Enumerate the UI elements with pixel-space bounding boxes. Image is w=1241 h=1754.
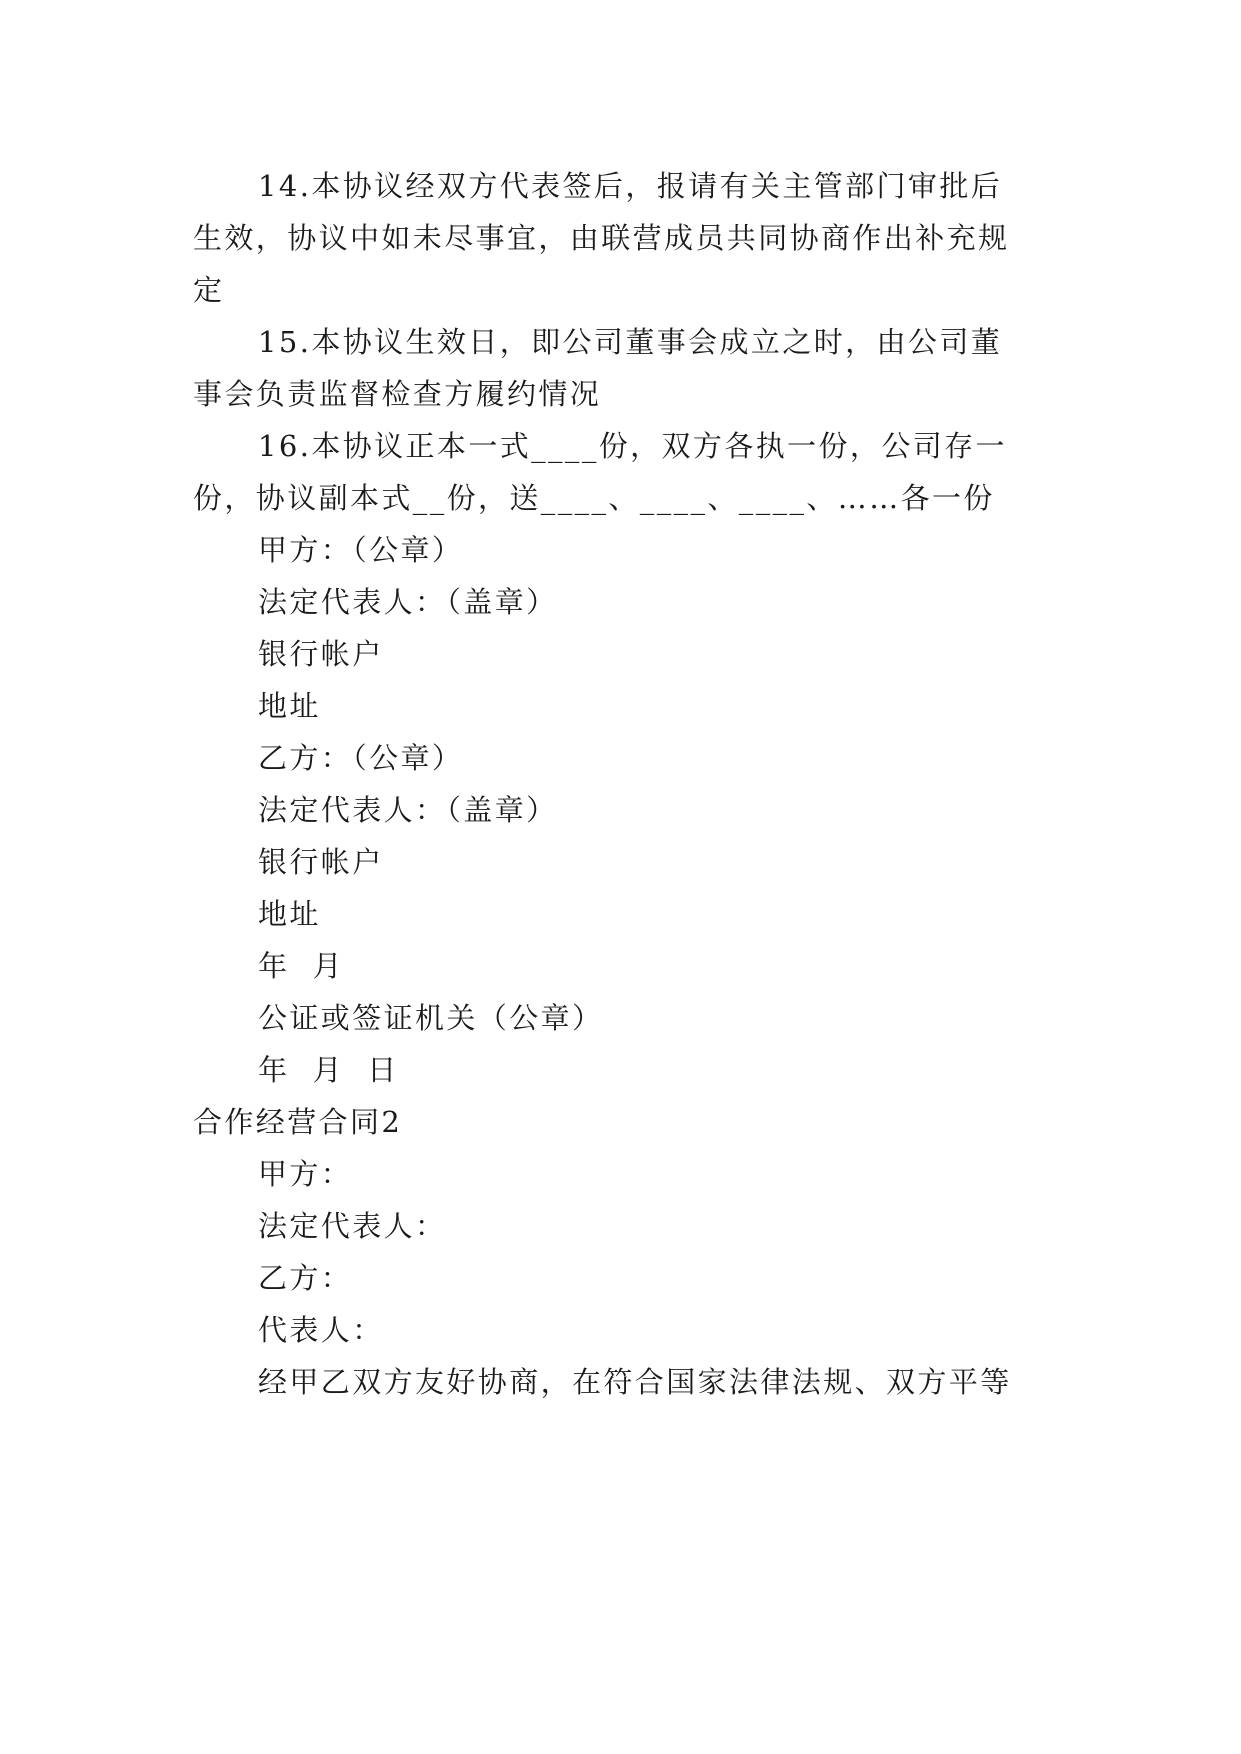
clause-14-line-3: 定	[193, 273, 225, 307]
clause-16-line-2: 份，协议副本式__份，送____、____、____、……各一份	[193, 481, 995, 515]
contract-2-party-b: 乙方：	[258, 1261, 353, 1295]
notary-office-seal: 公证或签证机关（公章）	[258, 1001, 604, 1035]
contract-2-representative: 代表人：	[258, 1313, 384, 1347]
contract-2-title: 合作经营合同2	[193, 1105, 403, 1139]
party-a-address: 地址	[258, 689, 321, 723]
contract-2-preamble: 经甲乙双方友好协商，在符合国家法律法规、双方平等	[258, 1365, 1012, 1399]
date-year-month-day: 年 月 日	[258, 1053, 399, 1087]
clause-15-line-2: 事会负责监督检查方履约情况	[193, 377, 602, 411]
clause-15-line-1: 15.本协议生效日，即公司董事会成立之时，由公司董	[258, 325, 1003, 359]
party-a-seal: 甲方：（公章）	[258, 533, 464, 567]
date-year-month: 年 月	[258, 949, 345, 983]
party-a-legal-rep: 法定代表人：（盖章）	[258, 585, 558, 619]
party-b-legal-rep: 法定代表人：（盖章）	[258, 793, 558, 827]
party-a-bank-account: 银行帐户	[258, 637, 384, 671]
contract-2-legal-rep: 法定代表人：	[258, 1209, 447, 1243]
clause-14-line-2: 生效，协议中如未尽事宜，由联营成员共同协商作出补充规	[193, 221, 1010, 255]
party-b-bank-account: 银行帐户	[258, 845, 384, 879]
clause-16-line-1: 16.本协议正本一式____份，双方各执一份，公司存一	[258, 429, 1007, 463]
contract-2-party-a: 甲方：	[258, 1157, 353, 1191]
clause-14-line-1: 14.本协议经双方代表签后，报请有关主管部门审批后	[258, 169, 1003, 203]
party-b-seal: 乙方：（公章）	[258, 741, 464, 775]
party-b-address: 地址	[258, 897, 321, 931]
